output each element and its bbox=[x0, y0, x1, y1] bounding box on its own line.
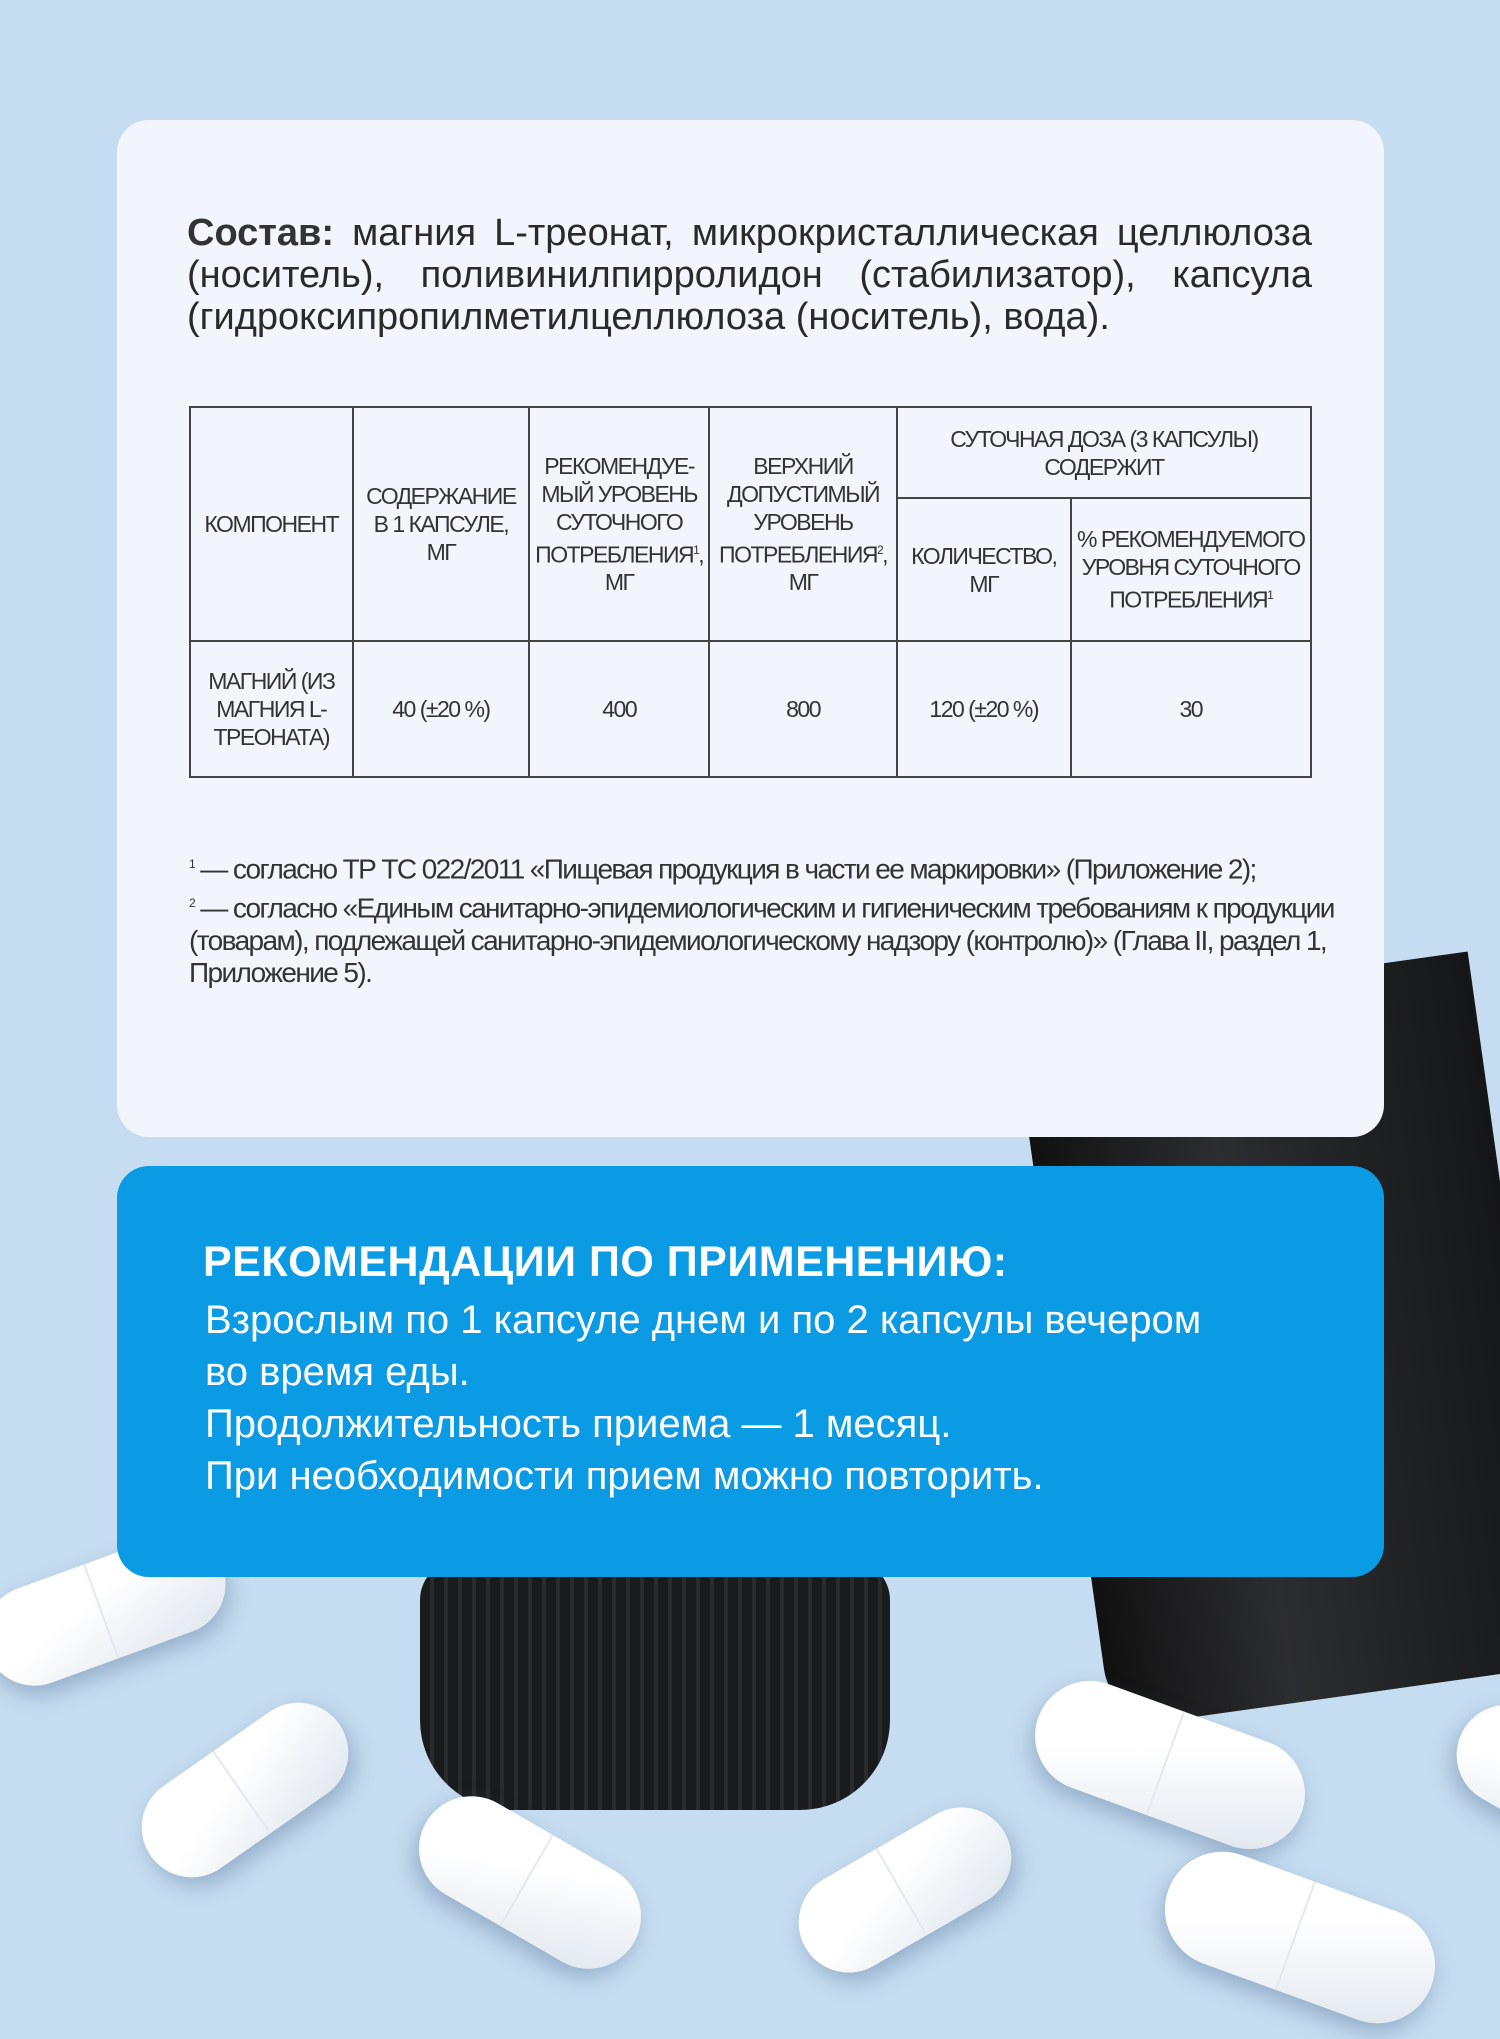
composition-ingredients: магния L-треонат, микрокристаллическая целлюлоза (носитель), поливинилпирролидон (стабилизатор), капсула (гидроксипропилметилцеллюлоза (носитель), вода). bbox=[187, 212, 1312, 338]
usage-line: Взрослым по 1 капсуле днем и по 2 капсулы вечером bbox=[205, 1298, 1202, 1342]
capsule-image bbox=[1149, 1836, 1451, 2039]
header-daily-dose: СУТОЧНАЯ ДОЗА (3 КАПСУЛЫ) СОДЕРЖИТ bbox=[897, 407, 1311, 498]
usage-line: во время еды. bbox=[205, 1350, 470, 1394]
composition-label: Состав: bbox=[187, 212, 335, 254]
usage-card bbox=[117, 1166, 1384, 1577]
cell-upper: 800 bbox=[709, 641, 897, 777]
header-per-capsule: СОДЕРЖАНИЕ В 1 КАПСУЛЕ, МГ bbox=[353, 407, 530, 641]
capsule-image bbox=[780, 1789, 1029, 1991]
nutrition-table bbox=[189, 406, 1312, 778]
header-upper: ВЕРХНИЙ ДОПУСТИМЫЙ УРОВЕНЬ ПОТРЕБЛЕНИЯ$^2$, МГ bbox=[709, 407, 897, 641]
capsule-image bbox=[1438, 1687, 1500, 1874]
usage-title: РЕКОМЕНДАЦИИ ПО ПРИМЕНЕНИЮ: bbox=[203, 1238, 1008, 1286]
composition-card bbox=[117, 120, 1384, 1137]
header-recommended: РЕКОМЕНДУЕ-МЫЙ УРОВЕНЬ СУТОЧНОГО ПОТРЕБЛЕНИЯ$^1$, МГ bbox=[529, 407, 709, 641]
footnote-1: $^1$ — согласно ТР ТС 022/2011 «Пищевая продукция в части ее маркировки» (Приложение 2); bbox=[189, 853, 1256, 885]
header-amount: КОЛИЧЕСТВО, МГ bbox=[897, 498, 1071, 641]
usage-line: При необходимости прием можно повторить. bbox=[205, 1454, 1044, 1498]
cell-percent: 30 bbox=[1071, 641, 1311, 777]
cell-per-capsule: 40 (±20 %) bbox=[353, 641, 530, 777]
cell-recommended: 400 bbox=[529, 641, 709, 777]
composition-text bbox=[187, 212, 1312, 338]
capsule-image bbox=[122, 1683, 368, 1897]
footnote-2: $^2$ — согласно «Единым санитарно-эпидемиологическим и гигиеническим требованиям к продукции (товарам), подлежащей санитарно-эпидемиологическому надзору (контролю)» (Глава II, раздел 1, Приложение 5). bbox=[189, 892, 1334, 988]
usage-text bbox=[205, 1294, 1201, 1502]
header-percent: % РЕКОМЕНДУЕМОГО УРОВНЯ СУТОЧНОГО ПОТРЕБЛЕНИЯ$^1$ bbox=[1071, 498, 1311, 641]
header-component: КОМПОНЕНТ bbox=[190, 407, 353, 641]
footnotes bbox=[189, 848, 1339, 989]
table-row bbox=[190, 641, 1311, 777]
bottle-cap-image bbox=[420, 1560, 890, 1810]
usage-line: Продолжительность приема — 1 месяц. bbox=[205, 1402, 952, 1446]
cell-amount: 120 (±20 %) bbox=[897, 641, 1071, 777]
cell-component: МАГНИЙ (ИЗ МАГНИЯ L-ТРЕОНАТА) bbox=[190, 641, 353, 777]
